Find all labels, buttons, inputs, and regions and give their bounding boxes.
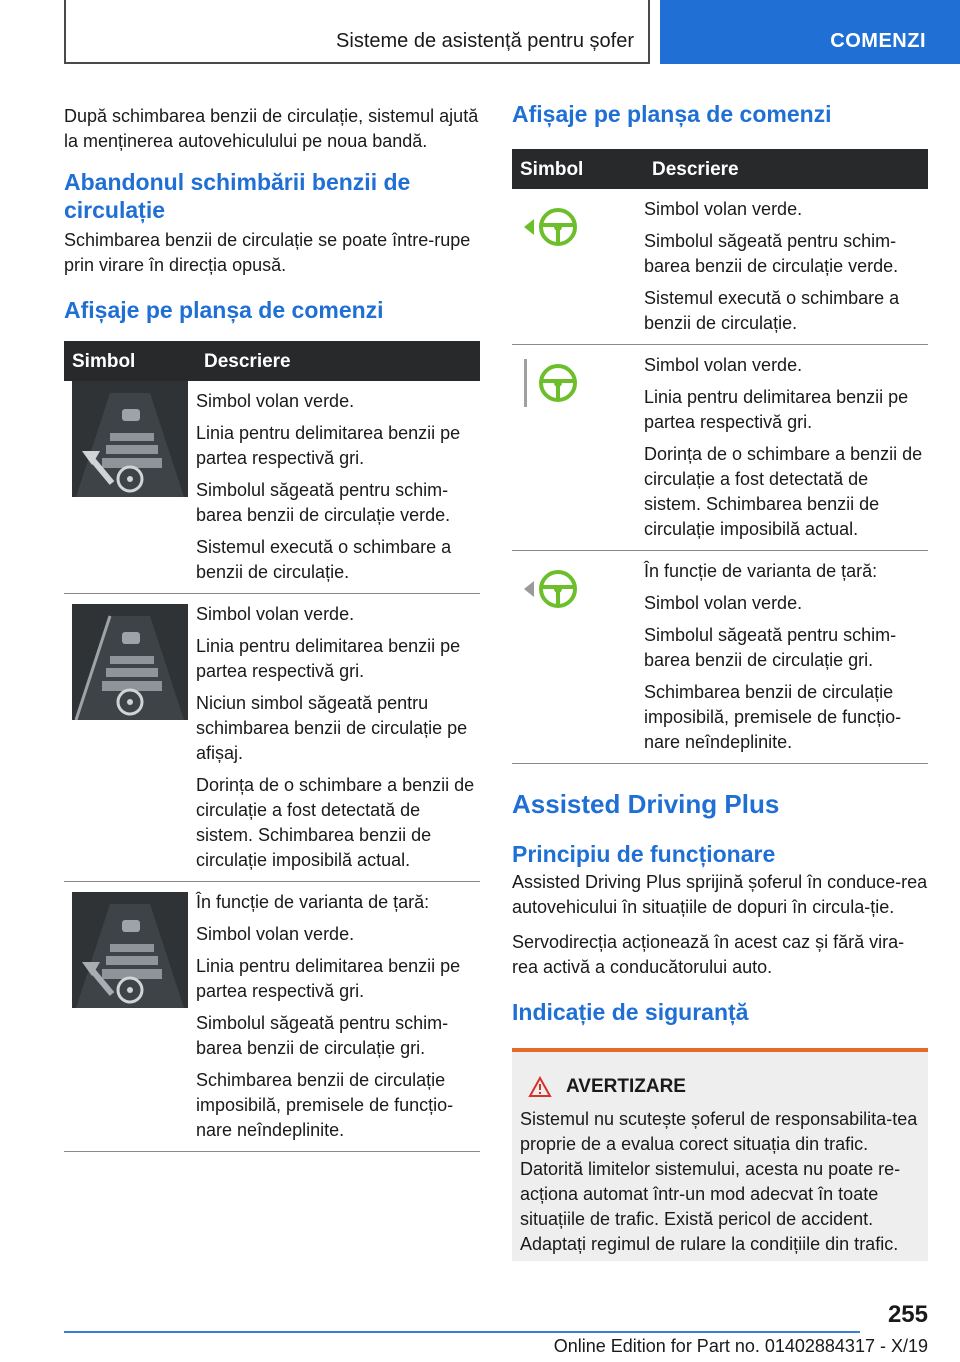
table-row	[512, 345, 928, 551]
steering-lane-thumbnail	[72, 604, 188, 720]
symbol-cell	[512, 189, 636, 345]
steering-lane-change-arrow-thumbnail	[72, 381, 188, 497]
description-line: Dorința de o schimbare a benzii de circulație a fost detectată de sistem. Schimbarea benzii de circulație imposibilă actual.	[196, 775, 475, 870]
table-row	[64, 882, 480, 1152]
description-line: Linia pentru delimitarea benzii pe partea respectivă gri.	[196, 956, 461, 1001]
table-header-row	[64, 341, 480, 381]
description-cell	[636, 551, 928, 764]
symbol-cell	[64, 594, 188, 882]
description-line: Simbolul săgeată pentru schim-barea benzii de circulație verde.	[196, 480, 451, 525]
symbol-cell	[512, 345, 636, 551]
description-cell	[636, 345, 928, 551]
col-symbol-header: Simbol	[512, 149, 636, 189]
table-row	[512, 189, 928, 345]
table-row	[64, 594, 480, 882]
description-cell	[188, 882, 480, 1152]
green-steering-wheel-lane-line-icon	[520, 359, 584, 407]
warning-triangle-icon	[528, 1076, 552, 1098]
abandon-heading: Abandonul schimbării benzii de circulație	[64, 169, 411, 223]
header-section-tab	[64, 0, 650, 64]
description-line: Simbolul săgeată pentru schim-barea benzii de circulație verde.	[644, 231, 899, 276]
description-line: Sistemul execută o schimbare a benzii de circulație.	[644, 288, 900, 333]
display-heading-right: Afișaje pe planșa de comenzi	[512, 101, 832, 127]
table-row	[512, 551, 928, 764]
header-section-title: Sisteme de asistență pentru șofer	[336, 30, 634, 52]
green-steering-wheel-arrow-icon	[520, 203, 584, 251]
page-number: 255	[887, 1301, 928, 1328]
description-cell	[636, 189, 928, 345]
col-description-header: Descriere	[636, 149, 928, 189]
symbol-cell	[64, 381, 188, 594]
principle-paragraph-2: Servodirecția acționează în acest caz și fără vira-rea activă a conducătorului auto.	[512, 932, 905, 977]
header-chapter-title: COMENZI	[830, 30, 926, 52]
warning-box	[512, 1048, 928, 1261]
left-column	[64, 104, 480, 1152]
symbol-table-left	[64, 341, 480, 1152]
right-column	[512, 100, 928, 1261]
description-line: Schimbarea benzii de circulație imposibilă, premisele de funcțio-nare neîndeplinite.	[196, 1070, 454, 1140]
principle-heading: Principiu de funcționare	[512, 841, 776, 867]
symbol-cell	[512, 551, 636, 764]
description-line: Simbol volan verde.	[196, 924, 355, 944]
description-line: Sistemul execută o schimbare a benzii de circulație.	[196, 537, 452, 582]
warning-title: AVERTIZARE	[566, 1076, 686, 1097]
description-line: Simbolul săgeată pentru schim-barea benzii de circulație gri.	[196, 1013, 449, 1058]
col-description-header: Descriere	[188, 341, 480, 381]
description-line: Linia pentru delimitarea benzii pe partea respectivă gri.	[196, 423, 461, 468]
description-line: Dorința de o schimbare a benzii de circulație a fost detectată de sistem. Schimbarea benzii de circulație imposibilă actual.	[644, 444, 923, 539]
description-cell	[188, 594, 480, 882]
description-line: Simbol volan verde.	[644, 199, 803, 219]
principle-paragraph-1: Assisted Driving Plus sprijină șoferul în conduce-rea autovehicului în situațiile de dopuri în circula-ție.	[512, 872, 928, 917]
table-header-row	[512, 149, 928, 189]
symbol-table-right	[512, 149, 928, 764]
description-line: Simbol volan verde.	[196, 604, 355, 624]
description-line: Simbol volan verde.	[196, 391, 355, 411]
col-symbol-header: Simbol	[64, 341, 188, 381]
safety-heading: Indicație de siguranță	[512, 999, 749, 1025]
header-chapter-tab	[660, 0, 960, 64]
intro-paragraph: După schimbarea benzii de circulație, sistemul ajută la menținerea autovehiculului pe noua bandă.	[64, 106, 479, 151]
description-line: Simbol volan verde.	[644, 593, 803, 613]
adp-heading: Assisted Driving Plus	[512, 789, 780, 819]
footer-divider	[64, 1331, 860, 1333]
table-row	[64, 381, 480, 594]
description-line: Linia pentru delimitarea benzii pe partea respectivă gri.	[644, 387, 909, 432]
edition-text: Online Edition for Part no. 01402884317 - X/19	[553, 1336, 928, 1356]
steering-lane-change-gray-arrow-thumbnail	[72, 892, 188, 1008]
warning-title-row	[520, 1074, 920, 1099]
description-line: Simbolul săgeată pentru schim-barea benzii de circulație gri.	[644, 625, 897, 670]
description-line: În funcție de varianta de țară:	[644, 561, 878, 581]
description-line: Niciun simbol săgeată pentru schimbarea benzii de circulație pe afișaj.	[196, 693, 468, 763]
description-line: Schimbarea benzii de circulație imposibilă, premisele de funcțio-nare neîndeplinite.	[644, 682, 902, 752]
warning-text: Sistemul nu scutește șoferul de responsabilita-tea proprie de a evalua corect situația din trafic. Datorită limitelor sistemului, acesta nu poate re-acționa automat într-un mod adecvat în toate situațiile de trafic. Există pericol de accident. Adaptați regimul de rulare la condițiile din trafic.	[520, 1109, 918, 1254]
abandon-paragraph: Schimbarea benzii de circulație se poate între-rupe prin virare în direcția opusă.	[64, 230, 471, 275]
description-line: Linia pentru delimitarea benzii pe partea respectivă gri.	[196, 636, 461, 681]
description-cell	[188, 381, 480, 594]
description-line: În funcție de varianta de țară:	[196, 892, 430, 912]
display-heading-left: Afișaje pe planșa de comenzi	[64, 297, 384, 323]
symbol-cell	[64, 882, 188, 1152]
description-line: Simbol volan verde.	[644, 355, 803, 375]
green-steering-wheel-gray-arrow-icon	[520, 565, 584, 613]
